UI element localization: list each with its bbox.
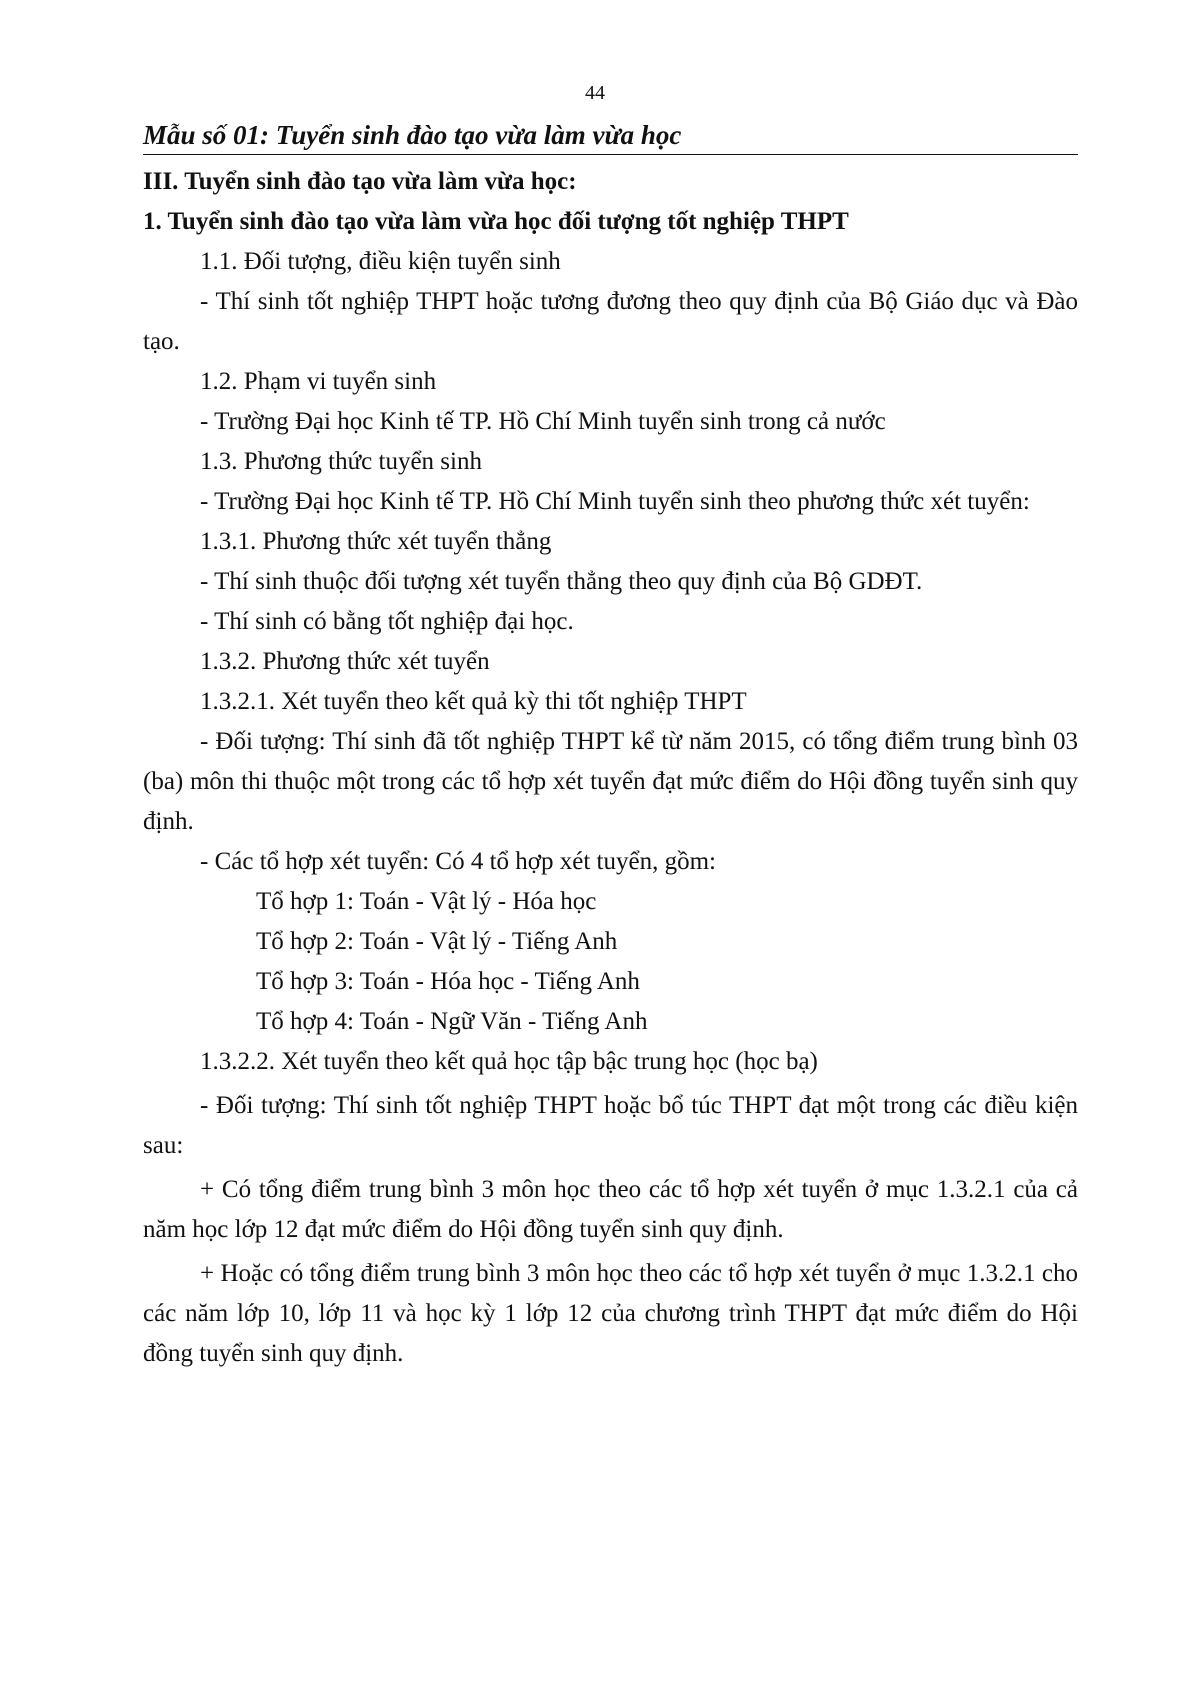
form-title: Mẫu số 01: Tuyển sinh đào tạo vừa làm vừa học <box>143 118 1078 155</box>
paragraph-1-1: - Thí sinh tốt nghiệp THPT hoặc tương đương theo quy định của Bộ Giáo dục và Đào tạo. <box>143 288 1078 355</box>
paragraph-1-3-1-b: - Thí sinh có bằng tốt nghiệp đại học. <box>200 608 574 635</box>
heading-1-3-1: 1.3.1. Phương thức xét tuyển thẳng <box>200 528 552 555</box>
paragraph-1-3-1-a: - Thí sinh thuộc đối tượng xét tuyển thẳng theo quy định của Bộ GDĐT. <box>200 568 923 595</box>
heading-1-1: 1.1. Đối tượng, điều kiện tuyển sinh <box>200 248 561 275</box>
section-heading: III. Tuyển sinh đào tạo vừa làm vừa học: <box>143 168 577 195</box>
page-number: 44 <box>585 82 605 104</box>
heading-1-3-2-2: 1.3.2.2. Xét tuyển theo kết quả học tập bậc trung học (học bạ) <box>200 1048 818 1075</box>
heading-1-3-2-1: 1.3.2.1. Xét tuyển theo kết quả kỳ thi tốt nghiệp THPT <box>200 688 747 715</box>
combo-item: Tổ hợp 2: Toán - Vật lý - Tiếng Anh <box>256 928 618 955</box>
document-body <box>143 162 1078 1374</box>
combo-item: Tổ hợp 3: Toán - Hóa học - Tiếng Anh <box>256 968 640 995</box>
paragraph-1-3-2-2: - Đối tượng: Thí sinh tốt nghiệp THPT hoặc bổ túc THPT đạt một trong các điều kiện sau: <box>143 1092 1078 1159</box>
condition-b: + Hoặc có tổng điểm trung bình 3 môn học theo các tổ hợp xét tuyển ở mục 1.3.2.1 cho các năm lớp 10, lớp 11 và học kỳ 1 lớp 12 của chương trình THPT đạt mức điểm do Hội đồng tuyển sinh quy định. <box>143 1260 1078 1367</box>
paragraph-1-3: - Trường Đại học Kinh tế TP. Hồ Chí Minh tuyển sinh theo phương thức xét tuyển: <box>200 488 1030 515</box>
section-subheading: 1. Tuyển sinh đào tạo vừa làm vừa học đối tượng tốt nghiệp THPT <box>143 208 849 235</box>
paragraph-1-3-2-1: - Đối tượng: Thí sinh đã tốt nghiệp THPT kể từ năm 2015, có tổng điểm trung bình 03 (ba) môn thi thuộc một trong các tổ hợp xét tuyển đạt mức điểm do Hội đồng tuyển sinh quy định. <box>143 728 1078 835</box>
heading-1-3: 1.3. Phương thức tuyển sinh <box>200 448 482 475</box>
condition-a: + Có tổng điểm trung bình 3 môn học theo các tổ hợp xét tuyển ở mục 1.3.2.1 của cả năm học lớp 12 đạt mức điểm do Hội đồng tuyển sinh quy định. <box>143 1176 1078 1243</box>
paragraph-1-2: - Trường Đại học Kinh tế TP. Hồ Chí Minh tuyển sinh trong cả nước <box>200 408 886 435</box>
combo-item: Tổ hợp 4: Toán - Ngữ Văn - Tiếng Anh <box>256 1008 648 1035</box>
heading-1-2: 1.2. Phạm vi tuyển sinh <box>200 368 437 395</box>
combos-intro: - Các tổ hợp xét tuyển: Có 4 tổ hợp xét tuyển, gồm: <box>200 848 716 875</box>
combo-item: Tổ hợp 1: Toán - Vật lý - Hóa học <box>256 888 597 915</box>
heading-1-3-2: 1.3.2. Phương thức xét tuyển <box>200 648 490 675</box>
